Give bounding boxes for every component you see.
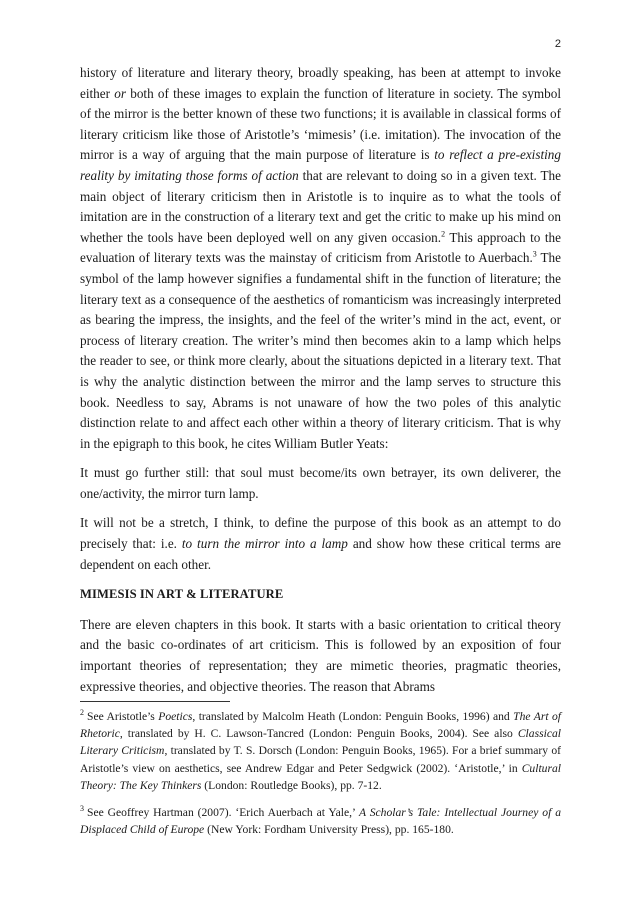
italic-run: or	[114, 85, 126, 101]
paragraph-mirror-lamp	[80, 63, 561, 454]
section-heading: MIMESIS IN ART & LITERATURE	[80, 587, 284, 602]
text-run: (London: Routledge Books), pp. 7-12.	[201, 778, 382, 792]
body-text	[80, 63, 561, 706]
page-number: 2	[554, 38, 561, 50]
italic-run: to turn the mirror into a lamp	[181, 536, 348, 552]
italic-run: Poetics	[158, 710, 193, 723]
text-run: history of literature and literary theory, broadly speaking, has been at attempt to invoke either	[80, 65, 561, 101]
footnote-ref-2[interactable]: 2	[441, 229, 446, 239]
text-run: that are relevant to doing so in a given text. The main object of literary criticism then in Aristotle is to inquire as to what the tools of imitation are in the construction of a literary text and get the critic to make up his mind on whether the tools have been deployed well on any given occasion.	[80, 167, 562, 245]
footnote-number: 3	[80, 804, 84, 814]
text-run: (New York: Fordham University Press), pp. 165-180.	[204, 823, 454, 837]
text-run: The symbol of the lamp however signifies a fundamental shift in the function of literature; the literary text as a consequence of the aesthetics of romanticism was increasingly interpreted as bearing the impress, the insights, and the feel of the writer’s mind in the act, event, or process of literary creation. The writer’s mind then becomes akin to a lamp which helps the reader to see, or think more clearly, about the situations depicted in a literary text. That is why the analytic distinction between the mirror and the lamp serves to structure this book. Needless to say, Abrams is not unaware of how the two poles of this analytic distinction relate to and affect each other within a theory of literary criticism. That is why in the epigraph to this book, he cites William Butler Yeats:	[80, 250, 561, 451]
text-run: , translated by Malcolm Heath (London: Penguin Books, 1996) and	[192, 710, 514, 723]
paragraph-chapters: There are eleven chapters in this book. It starts with a basic orientation to critical theory and the basic co-ordinates of art criticism. This is followed by an exposition of four important theories of representation; they are mimetic theories, pragmatic theories, expressive theories, and objective theories. The reason that Abrams	[80, 616, 561, 694]
italic-run: to reflect a pre-existing reality by imitating those forms of action	[80, 147, 561, 183]
epigraph-quote: It must go further still: that soul must become/its own betrayer, its own deliverer, the one/activity, the mirror turn lamp.	[80, 465, 561, 501]
italic-run: Classical Literary Criticism	[80, 727, 561, 758]
italic-run: The Art of Rhetoric	[80, 710, 562, 741]
footnote-2	[80, 708, 561, 794]
text-run: See Geoffrey Hartman (2007). ‘Erich Auerbach at Yale,’	[87, 806, 359, 820]
text-run: , translated by T. S. Dorsch (London: Penguin Books, 1965). For a brief summary of Aristotle’s view on aesthetics, see Andrew Edgar and Peter Sedgwick (2002). ‘Aristotle,’ in	[80, 744, 562, 775]
text-run: , translated by H. C. Lawson-Tancred (London: Penguin Books, 2004). See also	[119, 727, 518, 741]
text-run: and show how these critical terms are dependent on each other.	[80, 536, 561, 572]
footnote-number: 2	[80, 708, 84, 718]
italic-run: A Scholar’s Tale: Intellectual Journey of a Displaced Child of Europe	[80, 806, 562, 837]
paragraph-purpose	[80, 513, 561, 575]
text-run: This approach to the evaluation of literary texts was the mainstay of criticism from Aristotle to Auerbach.	[80, 229, 561, 266]
text-run: both of these images to explain the function of literature in society. The symbol of the mirror is the better known of these two functions; it is available in classical forms of literary criticism like those of Aristotle’s ‘mimesis’ (i.e. imitation). The invocation of the mirror is a way of arguing that the main purpose of literature is	[80, 85, 561, 163]
footnotes	[80, 708, 561, 848]
text-run: It will not be a stretch, I think, to define the purpose of this book as an attempt to do precisely that: i.e.	[80, 515, 561, 552]
text-run: See Aristotle’s	[87, 710, 159, 723]
footnote-3	[80, 804, 561, 838]
footnote-ref-3[interactable]: 3	[532, 249, 537, 259]
footnote-divider	[80, 701, 230, 702]
italic-run: Cultural Theory: The Key Thinkers	[80, 761, 561, 792]
